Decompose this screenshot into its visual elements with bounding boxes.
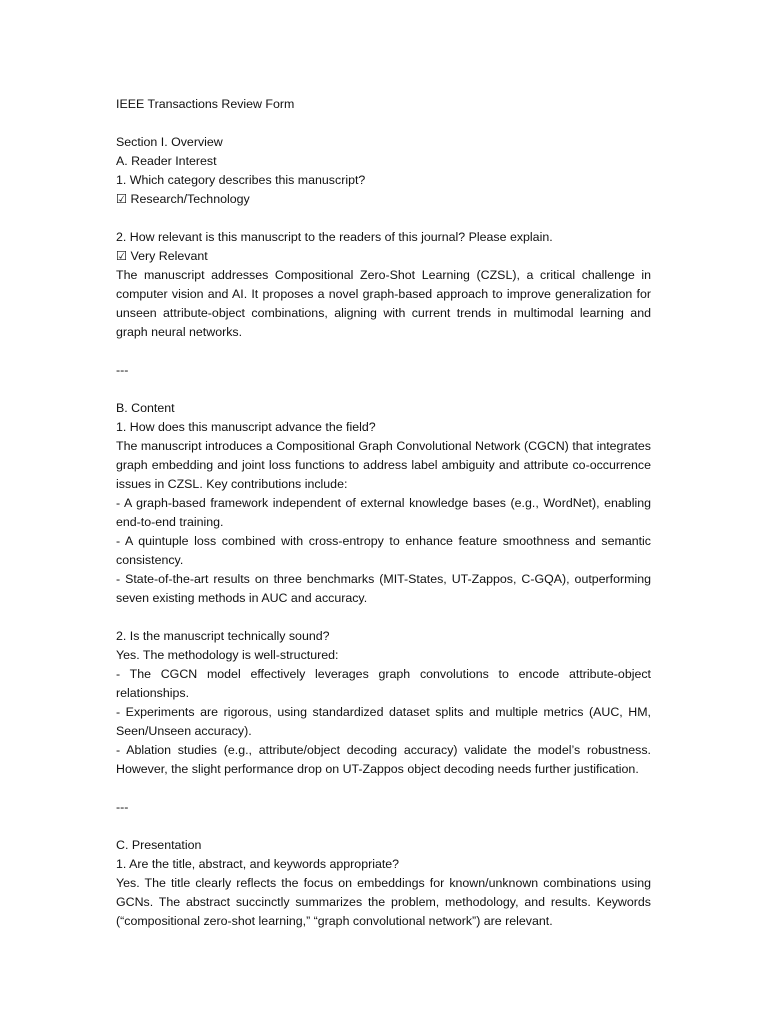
spacer [116, 114, 651, 133]
spacer [116, 342, 651, 361]
subsection-heading-presentation: C. Presentation [116, 838, 202, 852]
advance-text: The manuscript introduces a Compositional Graph Convolutional Network (CGCN) that integrates graph embedding and joint loss functions to address label ambiguity and attribute co-occurrence issues in CZSL. Key contributions include: [116, 439, 655, 491]
question-relevance: 2. How relevant is this manuscript to the readers of this journal? Please explain. [116, 230, 553, 244]
soundness-intro: Yes. The methodology is well-structured: [116, 648, 339, 662]
title-abstract-text: Yes. The title clearly reflects the focus on embeddings for known/unknown combinations using GCNs. The abstract succinctly summarizes the problem, methodology, and results. Keywords (“compositional zero-shot learning,” “graph convolutional network”) are relevant. [116, 876, 655, 928]
question-advance: 1. How does this manuscript advance the field? [116, 420, 376, 434]
document-title: IEEE Transactions Review Form [116, 97, 295, 111]
question-category: 1. Which category describes this manuscript? [116, 173, 366, 187]
answer-relevance-checkbox: ☑ Very Relevant [116, 249, 208, 263]
contribution-bullet: - A quintuple loss combined with cross-entropy to enhance feature smoothness and semantic consistency. [116, 534, 655, 567]
soundness-bullet: - Experiments are rigorous, using standardized dataset splits and multiple metrics (AUC, HM, Seen/Unseen accuracy). [116, 705, 655, 738]
contribution-bullet: - State-of-the-art results on three benchmarks (MIT-States, UT-Zappos, C-GQA), outperforming seven existing methods in AUC and accuracy. [116, 572, 655, 605]
question-technical-soundness: 2. Is the manuscript technically sound? [116, 629, 330, 643]
subsection-heading-reader-interest: A. Reader Interest [116, 154, 217, 168]
soundness-bullet: - Ablation studies (e.g., attribute/object decoding accuracy) validate the model’s robustness. However, the slight performance drop on UT-Zappos object decoding needs further justification. [116, 743, 655, 776]
separator: --- [116, 363, 129, 377]
separator: --- [116, 800, 129, 814]
answer-category-checkbox: ☑ Research/Technology [116, 192, 250, 206]
section-heading: Section I. Overview [116, 135, 223, 149]
soundness-bullet: - The CGCN model effectively leverages graph convolutions to encode attribute-object relationships. [116, 667, 655, 700]
spacer [116, 779, 651, 798]
spacer [116, 817, 651, 836]
review-form-document [116, 95, 655, 931]
spacer [116, 608, 651, 627]
spacer [116, 209, 651, 228]
subsection-heading-content: B. Content [116, 401, 175, 415]
question-title-abstract: 1. Are the title, abstract, and keywords appropriate? [116, 857, 400, 871]
spacer [116, 380, 651, 399]
contribution-bullet: - A graph-based framework independent of external knowledge bases (e.g., WordNet), enabling end-to-end training. [116, 496, 655, 529]
relevance-explanation: The manuscript addresses Compositional Zero-Shot Learning (CZSL), a critical challenge in computer vision and AI. It proposes a novel graph-based approach to improve generalization for unseen attribute-object combinations, aligning with current trends in multimodal learning and graph neural networks. [116, 268, 655, 339]
